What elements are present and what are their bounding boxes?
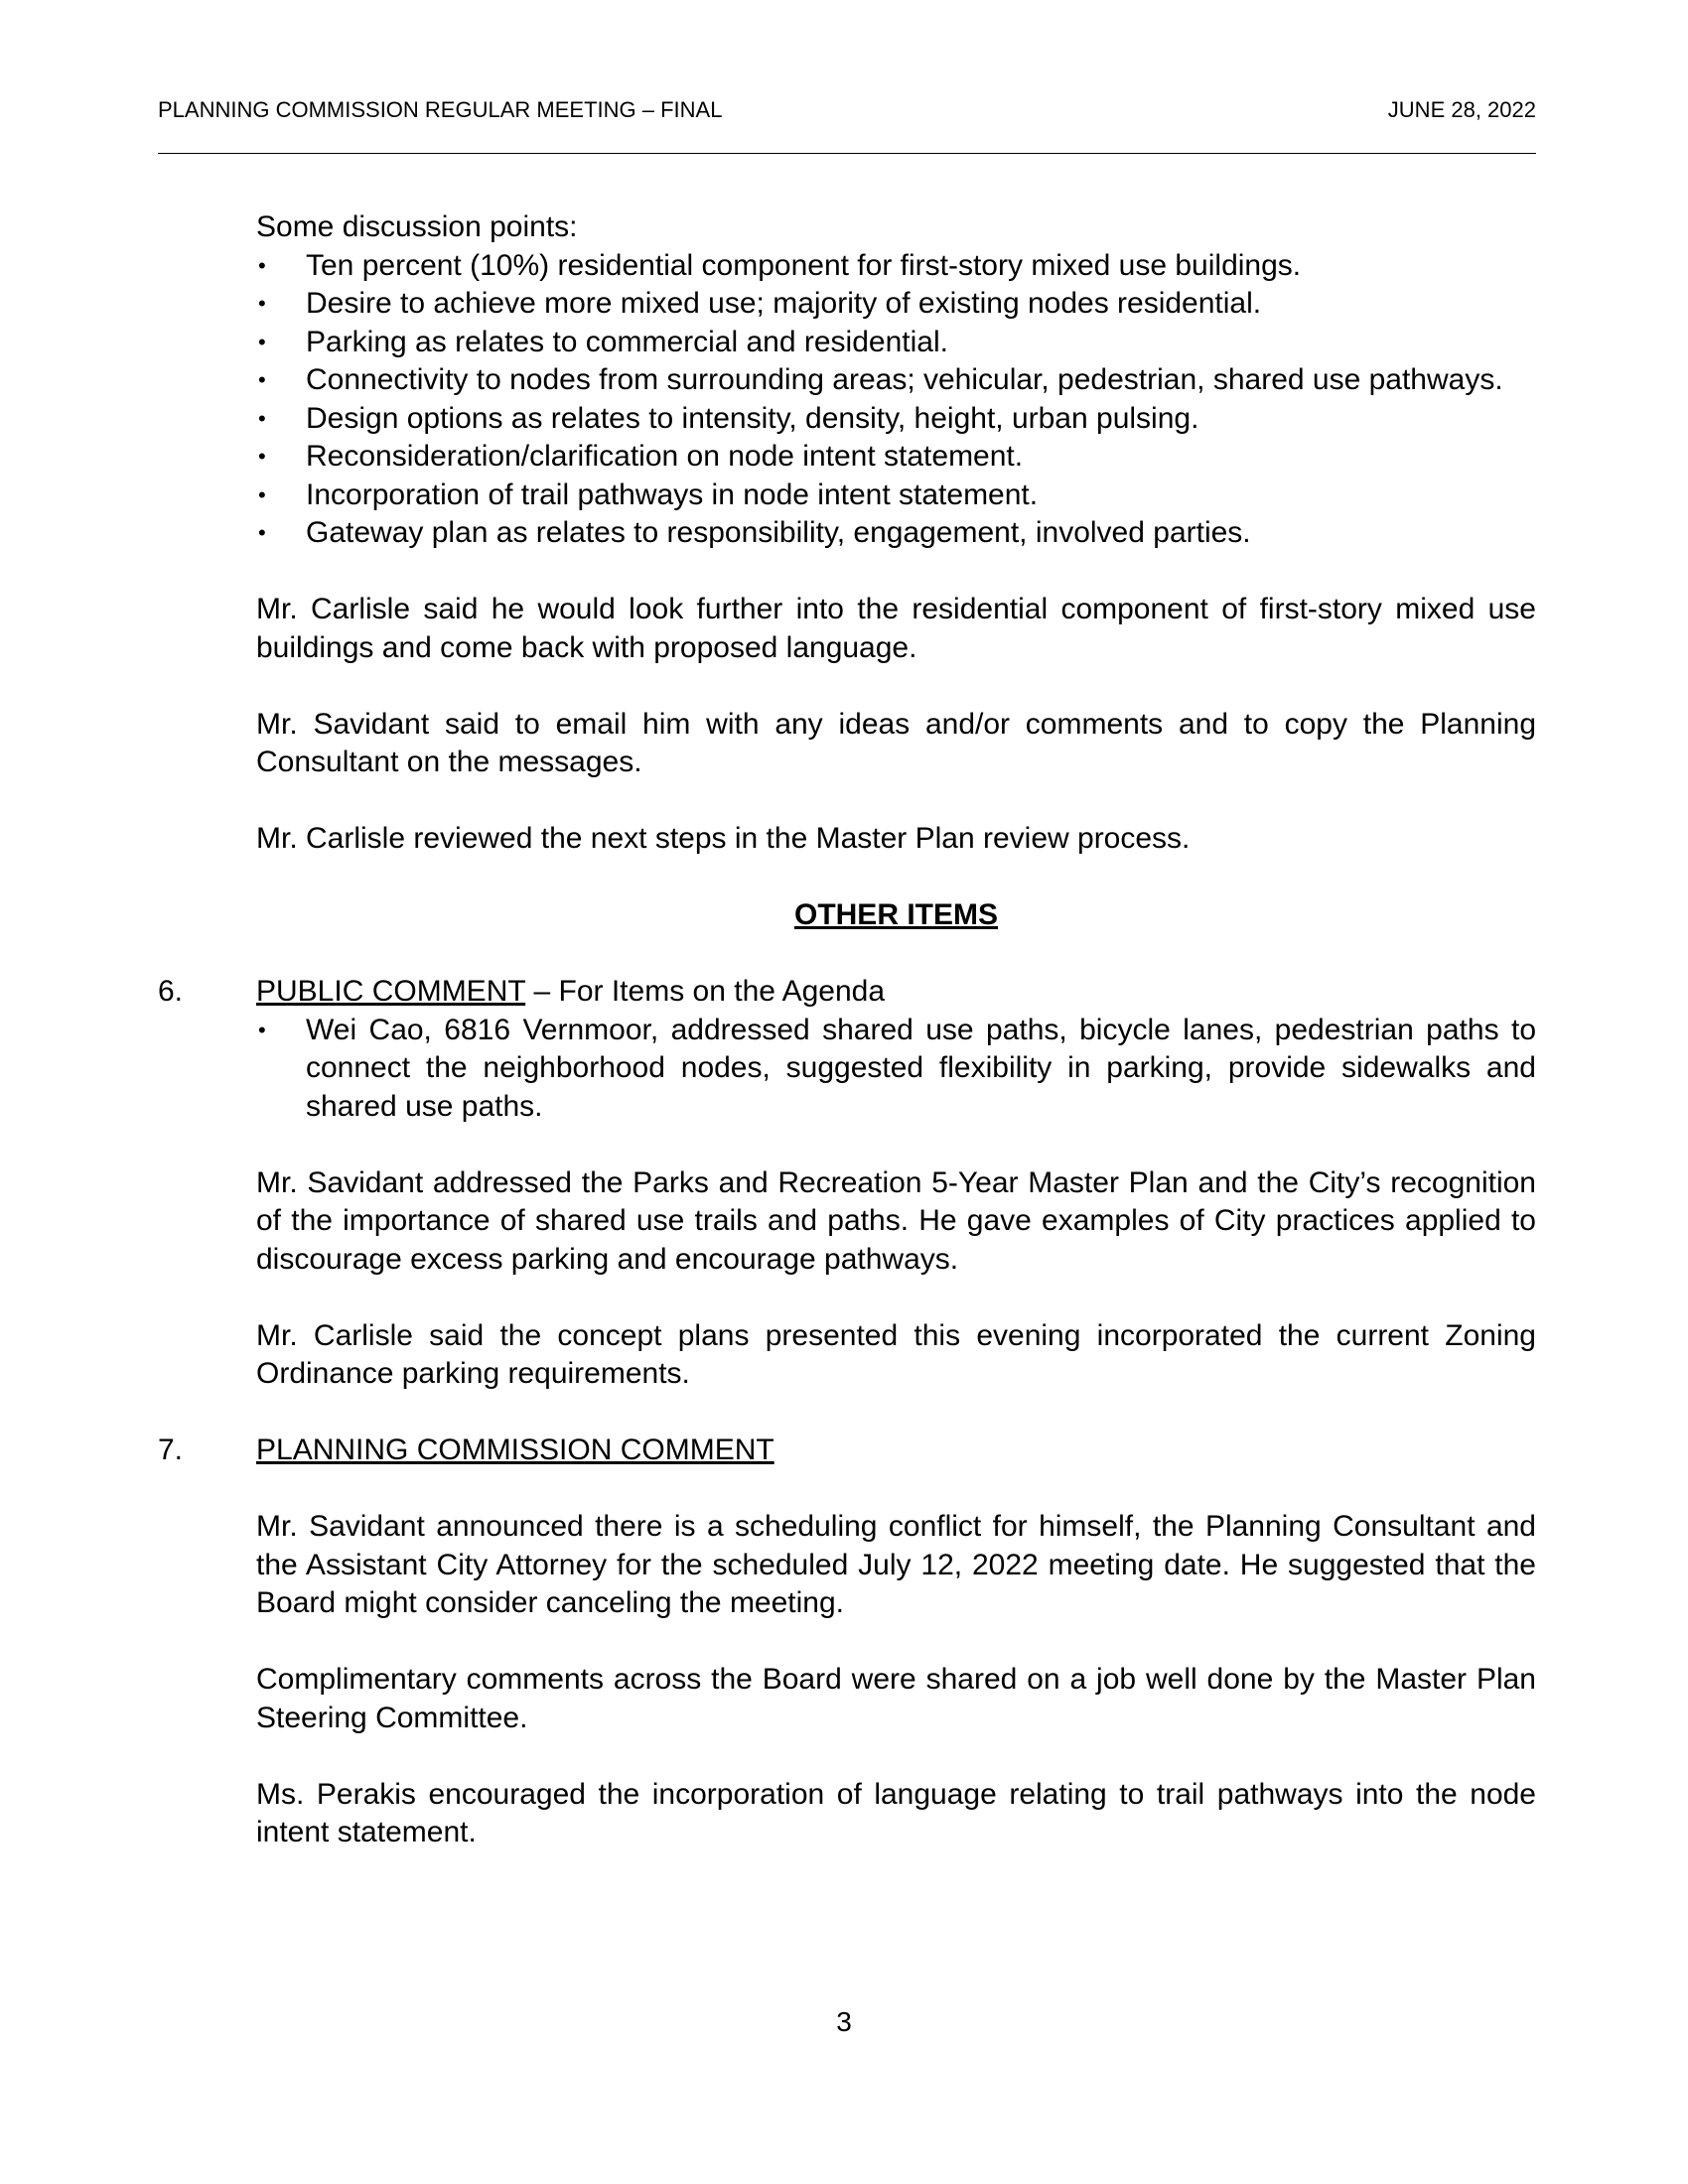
list-item: • Incorporation of trail pathways in node intent statement.	[256, 477, 1536, 515]
bullet-icon: •	[258, 405, 266, 431]
list-item: • Reconsideration/clarification on node intent statement.	[256, 438, 1536, 477]
paragraph-savidant-scheduling: Mr. Savidant announced there is a scheduling conflict for himself, the Planning Consultant and the Assistant City Attorney for the scheduled July 12, 2022 meeting date. He suggested that the Board might consider canceling the meeting.	[256, 1510, 1536, 1619]
bullet-icon: •	[258, 444, 266, 469]
paragraph-savidant-email: Mr. Savidant said to email him with any ideas and/or comments and to copy the Planning Consultant on the messages.	[256, 707, 1536, 778]
list-item: • Ten percent (10%) residential component for first-story mixed use buildings.	[256, 247, 1536, 286]
paragraph-carlisle-residential: Mr. Carlisle said he would look further into the residential component of first-story mixed use buildings and come back with proposed language.	[256, 593, 1536, 664]
list-item: • Design options as relates to intensity, density, height, urban pulsing.	[256, 400, 1536, 439]
page-number: 3	[836, 2006, 852, 2037]
paragraph-carlisle-concept-plans: Mr. Carlisle said the concept plans presented this evening incorporated the current Zoning Ordinance parking requirements.	[256, 1318, 1536, 1390]
public-comment-list	[256, 1012, 1536, 1127]
bullet-icon: •	[258, 1017, 266, 1042]
header-meeting-date: JUNE 28, 2022	[1387, 97, 1536, 122]
item-title: PUBLIC COMMENT	[256, 975, 526, 1008]
section-heading-other-items: OTHER ITEMS	[793, 898, 998, 931]
list-item: • Wei Cao, 6816 Vernmoor, addressed shared use paths, bicycle lanes, pedestrian paths to connect the neighborhood nodes, suggested flexibility in parking, provide sidewalks and shared use paths.	[258, 1013, 1536, 1123]
bullet-icon: •	[258, 481, 266, 507]
discussion-points-list	[256, 247, 1536, 553]
bullet-icon: •	[258, 367, 266, 392]
bullet-icon: •	[258, 291, 266, 316]
item-title: PLANNING COMMISSION COMMENT	[256, 1433, 774, 1466]
item-subtitle: – For Items on the Agenda	[525, 975, 886, 1008]
bullet-icon: •	[258, 520, 266, 545]
item-number: 6.	[158, 975, 184, 1008]
paragraph-complimentary-comments: Complimentary comments across the Board were shared on a job well done by the Master Plan Steering Committee.	[256, 1663, 1536, 1734]
agenda-item-6	[158, 973, 1536, 1012]
item-number: 7.	[158, 1433, 184, 1466]
discussion-intro: Some discussion points:	[256, 210, 578, 243]
paragraph-perakis-trail: Ms. Perakis encouraged the incorporation of language relating to trail pathways into the node intent statement.	[256, 1777, 1536, 1848]
page-header	[158, 97, 1536, 154]
list-item: • Desire to achieve more mixed use; majority of existing nodes residential.	[256, 285, 1536, 324]
header-meeting-title: PLANNING COMMISSION REGULAR MEETING – FINAL	[158, 97, 723, 122]
document-body	[158, 208, 1536, 1852]
paragraph-carlisle-next-steps: Mr. Carlisle reviewed the next steps in the Master Plan review process.	[256, 822, 1191, 855]
paragraph-savidant-parks: Mr. Savidant addressed the Parks and Recreation 5-Year Master Plan and the City’s recognition of the importance of shared use trails and paths. He gave examples of City practices applied to discourage excess parking and encourage pathways.	[256, 1165, 1536, 1276]
list-item: • Parking as relates to commercial and residential.	[256, 324, 1536, 362]
list-item: • Gateway plan as relates to responsibility, engagement, involved parties.	[256, 514, 1536, 553]
bullet-icon: •	[258, 329, 266, 354]
bullet-icon: •	[258, 252, 266, 278]
agenda-item-7	[158, 1432, 1536, 1470]
list-item: • Connectivity to nodes from surrounding areas; vehicular, pedestrian, shared use pathways.	[256, 361, 1536, 400]
